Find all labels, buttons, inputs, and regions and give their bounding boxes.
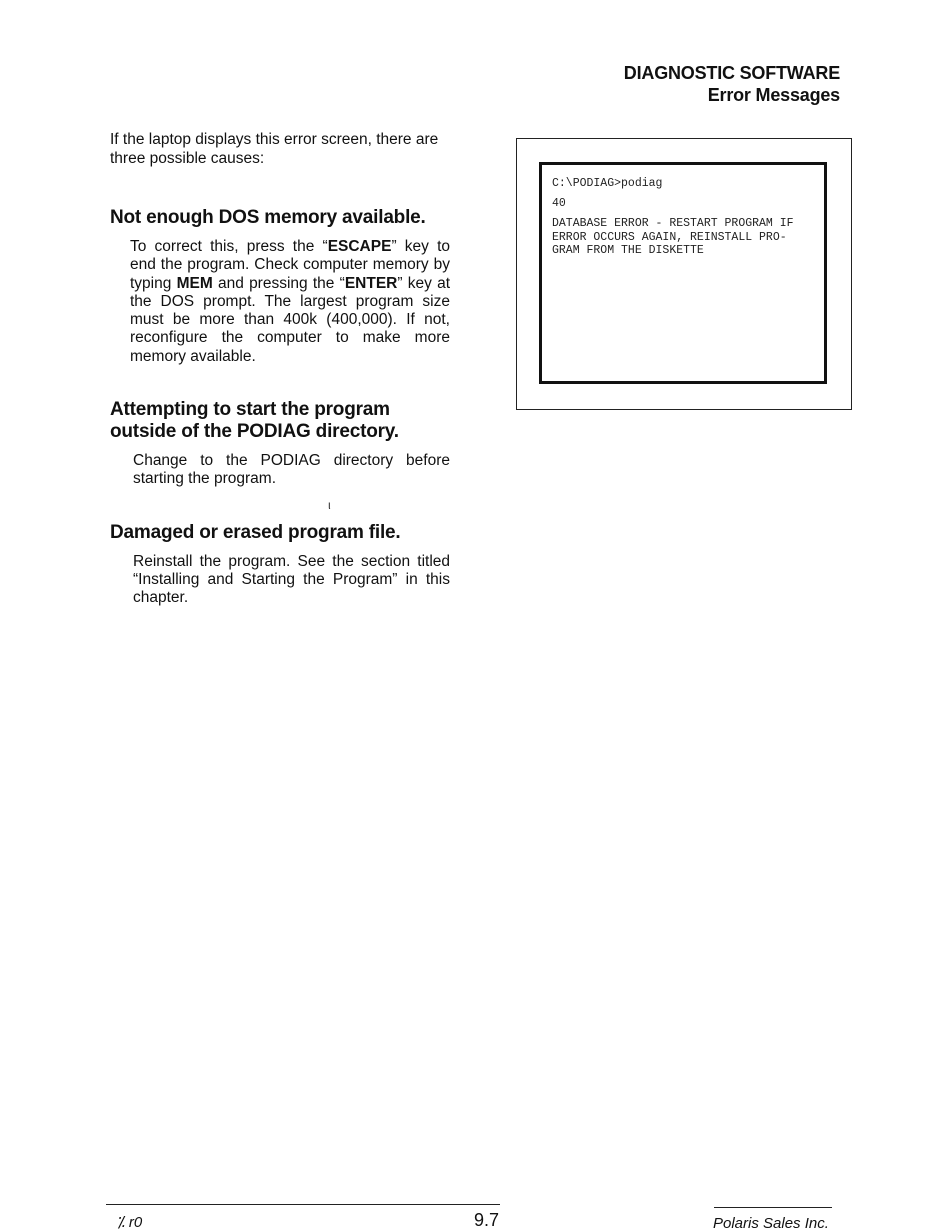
section-title: DIAGNOSTIC SOFTWARE <box>623 63 840 83</box>
subsection-title: Error Messages <box>707 85 840 105</box>
cause-1-title: Not enough DOS memory available. <box>110 207 426 228</box>
console-prompt: C:\PODIAG>podiag <box>552 177 663 190</box>
cause-3-title: Damaged or erased program file. <box>110 521 401 543</box>
footer-rule <box>714 1207 832 1208</box>
footer-left-mark: ⁒ r0 <box>118 1214 143 1231</box>
print-speck: ι <box>328 498 331 512</box>
intro-text: If the laptop displays this error screen, there are three possible causes: <box>110 131 439 167</box>
console-message-line: DATABASE ERROR - RESTART PROGRAM IF <box>552 217 794 230</box>
page-header <box>624 62 840 106</box>
error-screen-display <box>539 162 827 384</box>
key-name: ENTER <box>344 274 398 292</box>
key-name: MEM <box>176 274 213 292</box>
causes-column <box>110 131 450 608</box>
key-name: ESCAPE <box>327 238 392 255</box>
company-name: Polaris Sales Inc. <box>713 1215 829 1232</box>
console-message-line: GRAM FROM THE DISKETTE <box>552 244 704 257</box>
footer-rule <box>106 1204 500 1205</box>
cause-2-title: Attempting to start the program outside of the PODIAG directory. <box>110 399 399 443</box>
cause-2-body: Change to the PODIAG directory before starting the program. <box>133 452 450 488</box>
console-output <box>552 177 818 258</box>
error-screen-figure <box>516 138 852 410</box>
page-number: 9.7 <box>474 1210 500 1230</box>
console-message-line: ERROR OCCURS AGAIN, REINSTALL PRO- <box>552 230 787 244</box>
cause-1-body: To correct this, press the “ESCAPE” key to end the program. Check computer memory by typing MEM and pressing the “ENTER” key at the DOS prompt. The largest program size must be more than 400k (400,000). If not, reconfigure the computer to make more memory available. <box>130 238 451 365</box>
cause-3-body: Reinstall the program. See the section titled “Installing and Starting the Program” in this chapter. <box>133 552 450 607</box>
console-error-code: 40 <box>552 196 566 210</box>
